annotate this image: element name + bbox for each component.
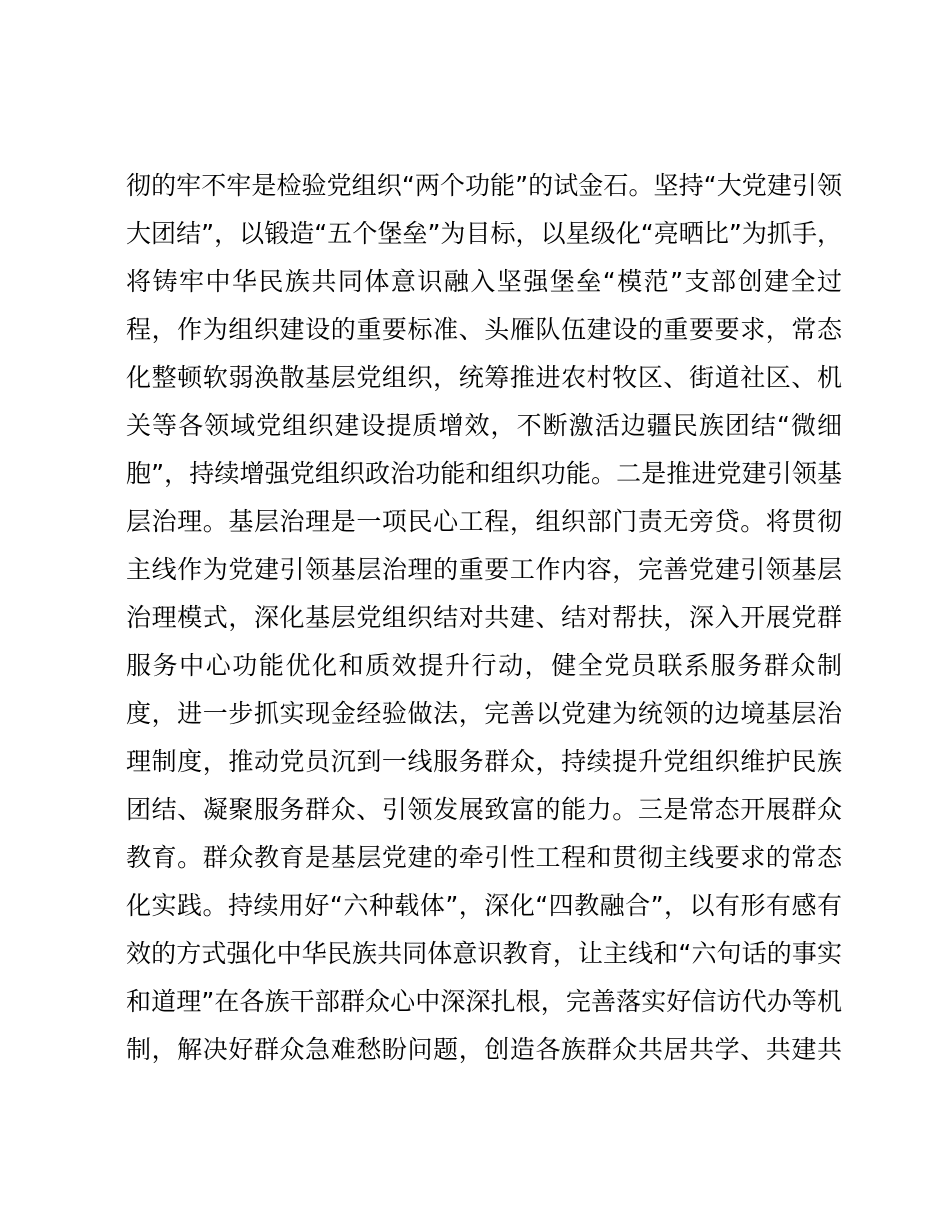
text-line-17: 效的方式强化中华民族共同体意识教育，让主线和“六句话的事实 <box>126 939 842 968</box>
text-line-15: 教育。群众教育是基层党建的牵引性工程和贯彻主线要求的常态 <box>126 843 842 872</box>
text-line-12: 度，进一步抓实现金经验做法，完善以党建为统领的边境基层治 <box>126 699 842 728</box>
text-line-7: 胞”，持续增强党组织政治功能和组织功能。二是推进党建引领基 <box>126 459 842 488</box>
text-line-10: 治理模式，深化基层党组织结对共建、结对帮扶，深入开展党群 <box>126 603 842 632</box>
text-line-16: 化实践。持续用好“六种载体”，深化“四教融合”，以有形有感有 <box>126 891 842 920</box>
text-line-3: 将铸牢中华民族共同体意识融入坚强堡垒“模范”支部创建全过 <box>126 267 842 296</box>
text-line-9: 主线作为党建引领基层治理的重要工作内容，完善党建引领基层 <box>126 555 842 584</box>
text-line-5: 化整顿软弱涣散基层党组织，统筹推进农村牧区、街道社区、机 <box>126 363 842 392</box>
text-line-2: 大团结”，以锻造“五个堡垒”为目标，以星级化“亮晒比”为抓手， <box>126 219 842 248</box>
text-line-6: 关等各领域党组织建设提质增效，不断激活边疆民族团结“微细 <box>126 411 842 440</box>
text-line-11: 服务中心功能优化和质效提升行动，健全党员联系服务群众制 <box>126 651 842 680</box>
text-line-14: 团结、凝聚服务群众、引领发展致富的能力。三是常态开展群众 <box>126 795 842 824</box>
text-line-18: 和道理”在各族干部群众心中深深扎根，完善落实好信访代办等机 <box>126 987 842 1016</box>
text-line-13: 理制度，推动党员沉到一线服务群众，持续提升党组织维护民族 <box>126 747 842 776</box>
text-line-1: 彻的牢不牢是检验党组织“两个功能”的试金石。坚持“大党建引领 <box>126 171 842 200</box>
text-line-4: 程，作为组织建设的重要标准、头雁队伍建设的重要要求，常态 <box>126 315 842 344</box>
body-paragraph <box>126 162 842 1074</box>
text-line-19: 制，解决好群众急难愁盼问题，创造各族群众共居共学、共建共 <box>126 1035 842 1064</box>
text-line-8: 层治理。基层治理是一项民心工程，组织部门责无旁贷。将贯彻 <box>126 507 842 536</box>
